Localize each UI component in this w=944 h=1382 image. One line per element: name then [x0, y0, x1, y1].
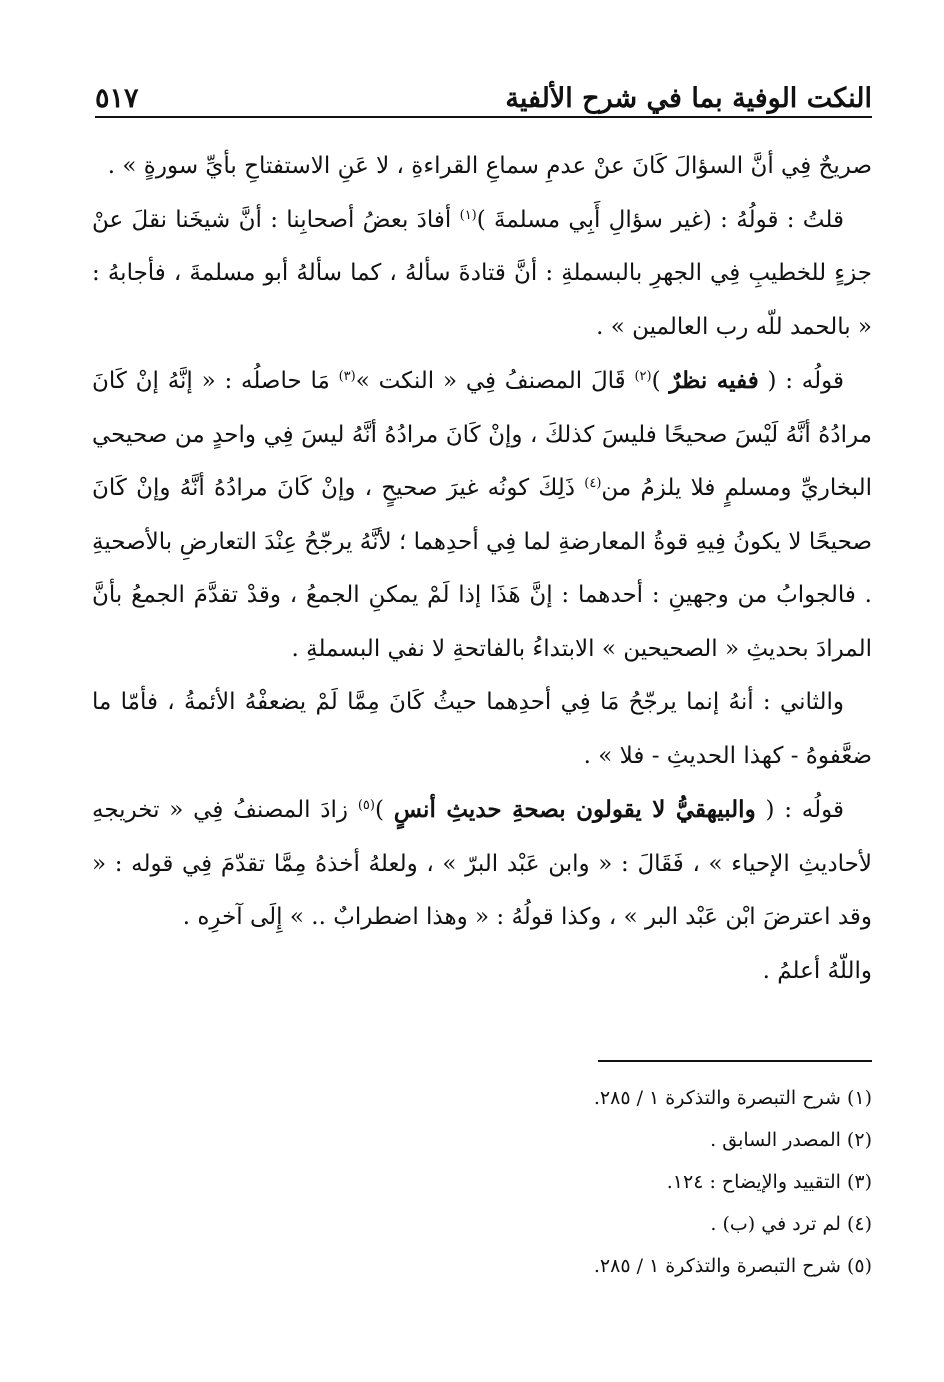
footnote-ref-1: (١) — [459, 207, 477, 223]
paragraph-5: قولُه : ( والبيهقيُّ لا يقولون بصحةِ حديثِ أنسٍ )$^{(٥)}$ زادَ المصنفُ فِي « تخريجهِ لأحاديثِ الإحياء » ، فَقَالَ : « وابن عَبْد البرّ » ، ولعلهُ أخذهُ مِمَّا تقدّمَ فِي قوله : « وقد اعترضَ ابْن عَبْد البر » ، وكذا قولُهُ : « وهذا اضطرابٌ .. » إِلَى آخرِه . — [92, 796, 872, 930]
footnote-ref-2: (٢) — [634, 369, 652, 384]
footnote-item: (٣) التقييد والإيضاح : ١٢٤. — [666, 1171, 872, 1193]
footnote-ref-3: (٣) — [338, 369, 356, 384]
footnote-item: (١) شرح التبصرة والتذكرة ١ / ٢٨٥. — [593, 1087, 872, 1109]
header-rule — [95, 116, 872, 118]
footnote-item: (٤) لم ترد في (ب) . — [710, 1213, 872, 1235]
footnote-item: (٢) المصدر السابق . — [710, 1129, 872, 1151]
paragraph-6: واللّهُ أعلمُ . — [762, 957, 872, 984]
paragraph-4: والثاني : أنهُ إنما يرجّحُ مَا فِي أحدِهما حيثُ كَانَ مِمَّا لَمْ يضعفْهُ الأئمةُ ، فأمّا ما ضعَّفوهُ - كهذا الحديثِ - فلا » . — [92, 689, 872, 769]
page-header — [95, 62, 872, 112]
quoted-lemma: والبيهقيُّ لا يقولون بصحةِ حديثِ أنسٍ — [393, 796, 756, 823]
paragraph-1: صريحٌ فِي أنَّ السؤالَ كَانَ عنْ عدمِ سماعِ القراءةِ ، لا عَنِ الاستفتاحِ بأيِّ سورةٍ » . — [107, 153, 872, 179]
page-number: ٥١٧ — [95, 83, 139, 114]
paragraph-3: قولُه : ( ففيه نظرٌ )$^{(٢)}$ قَالَ المصنفُ فِي « النكت »$^{(٣)}$ مَا حاصلُه : « إنَّهُ إنْ كَانَ مرادُهُ أنَّهُ لَيْسَ صحيحًا فليسَ كذلكَ ، وإنْ كَانَ مرادُهُ أنَّهُ ليسَ فِي واحدٍ من صحيحي البخاريِّ ومسلمٍ فلا يلزمُ من$^{(٤)}$ ذَلِكَ كونُه غيرَ صحيحٍ ، وإنْ كَانَ مرادُهُ أنَّهُ وإنْ كَانَ صحيحًا لا يكونُ فِيهِ قوةُ المعارضةِ لما فِي أحدِهما ؛ لأنَّهُ يرجّحُ عِنْدَ التعارضِ بالأصحيةِ . فالجوابُ من وجهينِ : أحدهما : إنَّ هَذَا إذا لَمْ يمكنِ الجمعُ ، وقدْ تقدَّمَ الجمعُ بأنَّ المرادَ بحديثِ « الصحيحين » الابتداءُ بالفاتحةِ لا نفي البسملةِ . — [92, 367, 873, 662]
footnotes — [92, 1077, 872, 1287]
running-title: النكت الوفية بما في شرح الألفية — [505, 83, 872, 114]
main-text — [92, 140, 872, 998]
footnote-ref-5: (٥) — [357, 798, 375, 813]
quoted-lemma: ففيه نظرٌ — [669, 367, 759, 394]
paragraph-2: قلتُ : قولُهُ : (غير سؤالِ أَبِي مسلمةَ )$^{(١)}$ أفادَ بعضُ أصحابِنا : أنَّ شيخَنا نقلَ عنْ جزءٍ للخطيبِ فِي الجهرِ بالبسملةِ : أنَّ قتادةَ سألهُ ، كما سألهُ أبو مسلمةَ ، فأجابهُ : « بالحمد للّه رب العالمين » . — [92, 206, 872, 340]
footnote-rule — [598, 1060, 872, 1062]
footnote-ref-4: (٤) — [584, 476, 602, 491]
footnote-item: (٥) شرح التبصرة والتذكرة ١ / ٢٨٥. — [593, 1255, 872, 1277]
